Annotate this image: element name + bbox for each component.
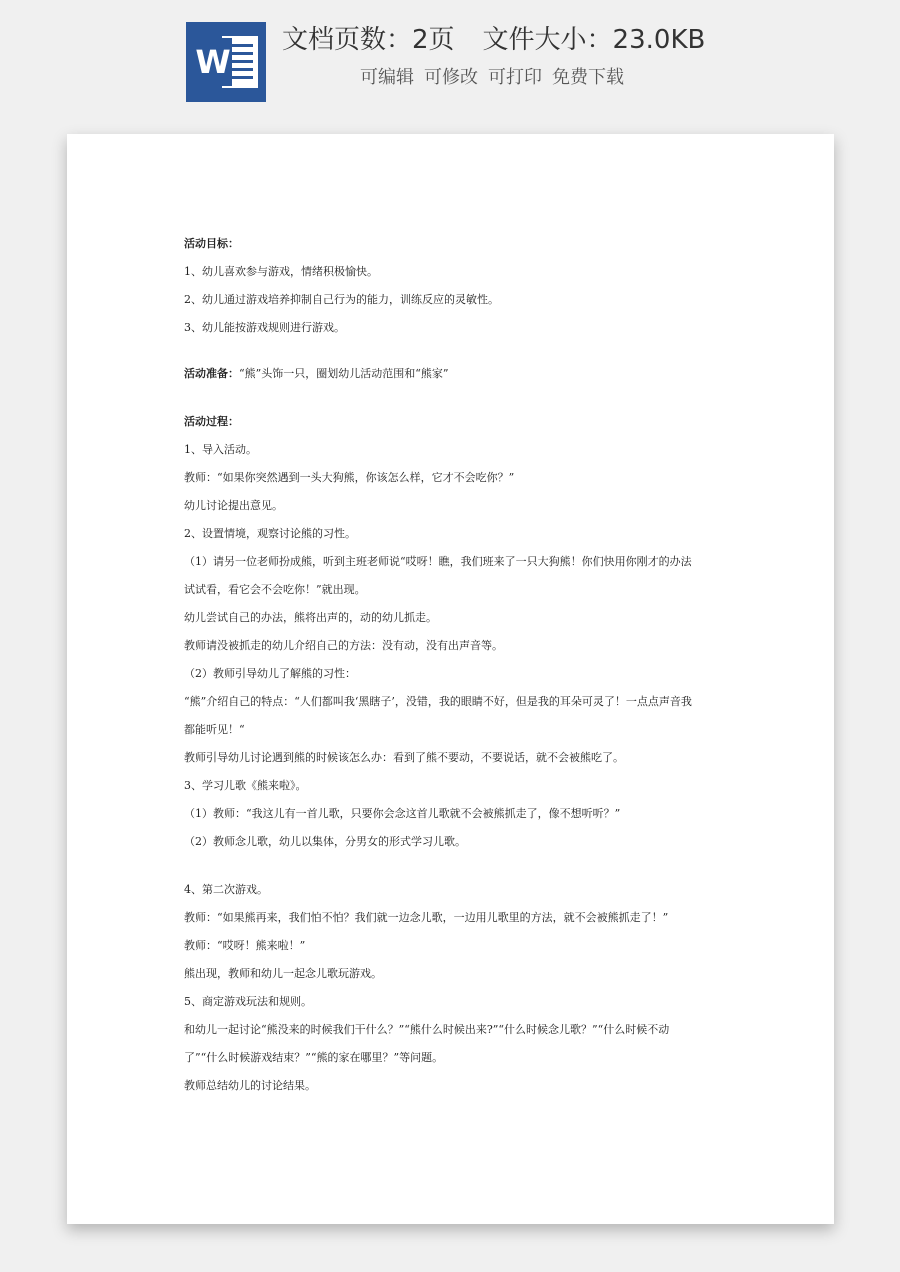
document-page bbox=[67, 134, 834, 1224]
process-line: 和幼儿一起讨论“熊没来的时候我们干什么？”“熊什么时候出来?”“什么时候念儿歌？”“什么时候不动 bbox=[184, 1023, 670, 1036]
process-line: “熊”介绍自己的特点：“人们都叫我‘黑瞎子’，没错，我的眼睛不好，但是我的耳朵可灵了！一点点声音我 bbox=[184, 695, 692, 708]
process-line: 4、第二次游戏。 bbox=[184, 883, 268, 896]
process-line: 试试看，看它会不会吃你！”就出现。 bbox=[184, 583, 366, 596]
document-info bbox=[282, 20, 742, 60]
feature-free-download: 免费下载 bbox=[552, 67, 624, 88]
process-line: （2）教师念儿歌，幼儿以集体，分男女的形式学习儿歌。 bbox=[184, 835, 466, 848]
goal-heading: 活动目标： bbox=[184, 237, 239, 250]
feature-modifiable: 可修改 bbox=[424, 67, 478, 88]
preparation-paragraph bbox=[184, 360, 724, 388]
page-count: 文档页数：2页 bbox=[282, 25, 455, 55]
process-line: 教师总结幼儿的讨论结果。 bbox=[184, 1079, 316, 1092]
feature-printable: 可打印 bbox=[488, 67, 542, 88]
process-line: （2）教师引导幼儿了解熊的习性： bbox=[184, 667, 356, 680]
process-line: （1）请另一位老师扮成熊，听到主班老师说“哎呀！瞧，我们班来了一只大狗熊！你们快用你刚才的办法 bbox=[184, 555, 692, 568]
word-document-icon bbox=[186, 22, 266, 102]
process-line: 了”“什么时候游戏结束？”“熊的家在哪里？”等问题。 bbox=[184, 1051, 444, 1064]
process-heading: 活动过程： bbox=[184, 415, 239, 428]
preparation-heading: 活动准备： bbox=[184, 367, 239, 380]
process-line: （1）教师：“我这儿有一首儿歌，只要你会念这首儿歌就不会被熊抓走了，像不想听听？” bbox=[184, 807, 621, 820]
goal-item: 2、幼儿通过游戏培养抑制自己行为的能力，训练反应的灵敏性。 bbox=[184, 293, 499, 306]
feature-editable: 可编辑 bbox=[360, 67, 414, 88]
process-line: 教师：“哎呀！熊来啦！” bbox=[184, 939, 306, 952]
feature-list bbox=[360, 64, 660, 92]
process-line: 3、学习儿歌《熊来啦》。 bbox=[184, 779, 307, 792]
goal-item: 3、幼儿能按游戏规则进行游戏。 bbox=[184, 321, 345, 334]
process-line: 都能听见！“ bbox=[184, 723, 245, 736]
process-line: 幼儿尝试自己的办法，熊将出声的，动的幼儿抓走。 bbox=[184, 611, 437, 624]
preparation-text: “熊”头饰一只，圈划幼儿活动范围和“熊家” bbox=[239, 367, 449, 380]
process-line: 熊出现，教师和幼儿一起念儿歌玩游戏。 bbox=[184, 967, 382, 980]
process-line: 幼儿讨论提出意见。 bbox=[184, 499, 283, 512]
process-line: 2、设置情境，观察讨论熊的习性。 bbox=[184, 527, 356, 540]
process-line: 教师：“如果熊再来，我们怕不怕？我们就一边念儿歌，一边用儿歌里的方法，就不会被熊抓走了！” bbox=[184, 911, 669, 924]
process-line: 教师请没被抓走的幼儿介绍自己的方法：没有动，没有出声音等。 bbox=[184, 639, 503, 652]
file-size: 文件大小：23.0KB bbox=[482, 25, 706, 55]
process-line: 1、导入活动。 bbox=[184, 443, 257, 456]
process-line: 5、商定游戏玩法和规则。 bbox=[184, 995, 312, 1008]
document-content bbox=[184, 230, 724, 1100]
process-line: 教师：“如果你突然遇到一头大狗熊，你该怎么样，它才不会吃你？” bbox=[184, 471, 515, 484]
word-icon-letter: W bbox=[194, 38, 232, 86]
download-banner bbox=[0, 0, 900, 120]
process-line: 教师引导幼儿讨论遇到熊的时候该怎么办：看到了熊不要动，不要说话，就不会被熊吃了。 bbox=[184, 751, 624, 764]
goal-item: 1、幼儿喜欢参与游戏，情绪积极愉快。 bbox=[184, 265, 378, 278]
